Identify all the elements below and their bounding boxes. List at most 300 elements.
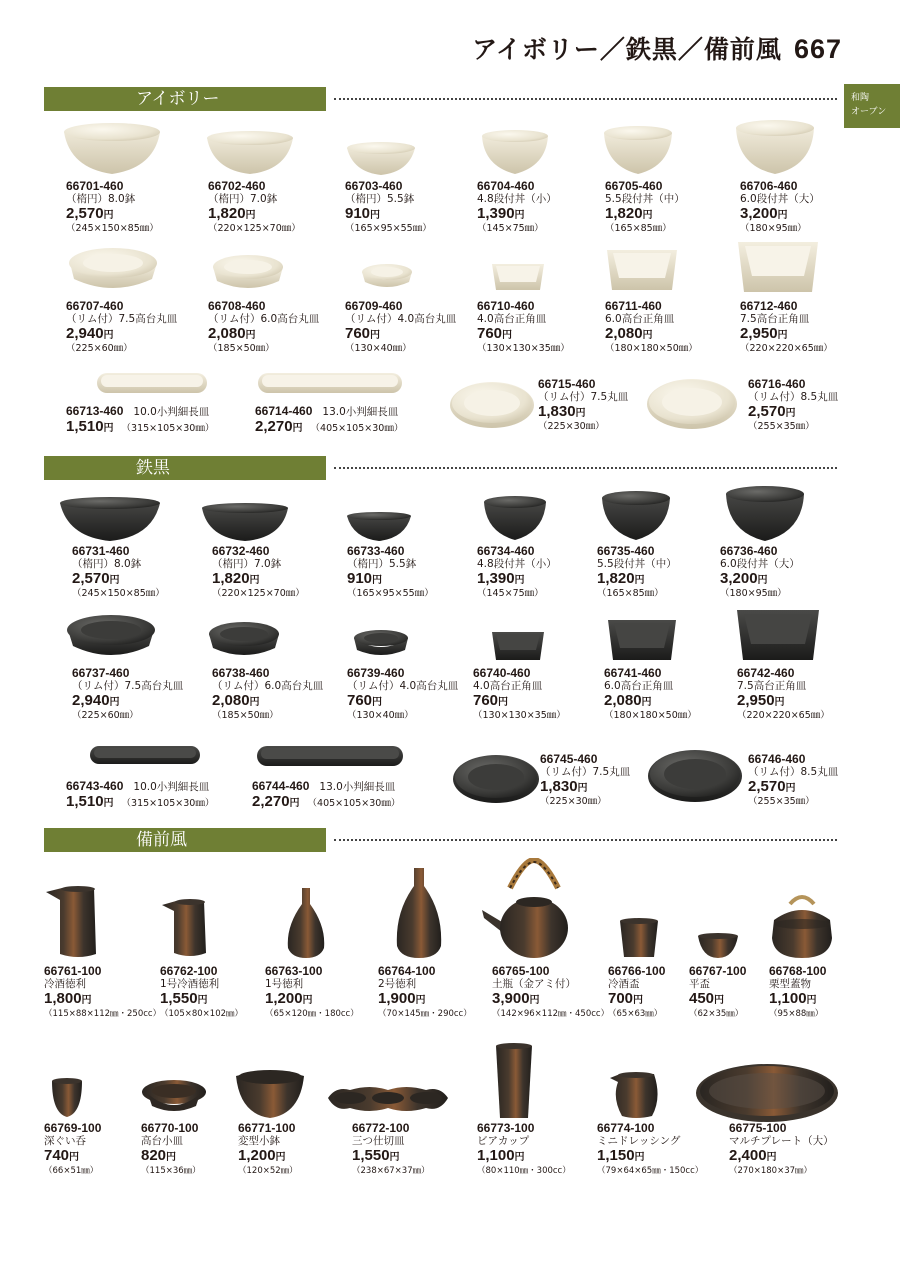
black-rim-footed-plate-60-image xyxy=(206,620,282,662)
yen-mark: 円 xyxy=(633,995,644,1006)
product-code: 66766-100 xyxy=(608,964,666,978)
product-dimensions: （245×150×85㎜） xyxy=(72,588,165,599)
product-dimensions: （220×125×70㎜） xyxy=(212,588,305,599)
ivory-rim-footed-plate-75-image xyxy=(66,245,161,297)
black-donburi-medium-image xyxy=(600,489,672,543)
product-code: 66735-460 xyxy=(597,544,655,558)
black-long-plate-13-image xyxy=(255,744,405,768)
product-item[interactable] xyxy=(748,753,888,808)
product-code: 66713-460 xyxy=(66,404,124,418)
ivory-donburi-large-image xyxy=(734,118,816,178)
product-name: 1号徳利 xyxy=(265,978,304,990)
yen-mark: 円 xyxy=(249,575,260,586)
black-oval-bowl-55-image xyxy=(345,510,413,542)
bizen-tokkuri-1-image xyxy=(284,886,328,960)
product-code: 66771-100 xyxy=(238,1121,296,1135)
product-dimensions: （130×130×35㎜） xyxy=(473,710,566,721)
product-dimensions: （80×110㎜・300cc） xyxy=(477,1166,571,1176)
product-code: 66734-460 xyxy=(477,544,535,558)
product-code: 66769-100 xyxy=(44,1121,102,1135)
product-code: 66761-100 xyxy=(44,964,102,978)
product-price: 2,940 xyxy=(72,692,110,709)
product-item[interactable] xyxy=(729,1122,864,1177)
product-dimensions: （220×220×65㎜） xyxy=(737,710,830,721)
product-name: 13.0小判細長皿 xyxy=(322,406,399,418)
product-price: 910 xyxy=(345,205,371,222)
product-code: 66702-460 xyxy=(208,179,266,193)
product-code: 66743-460 xyxy=(66,779,124,793)
ivory-oval-bowl-8-image xyxy=(62,118,162,178)
product-dimensions: （225×30㎜） xyxy=(540,796,607,807)
product-item[interactable] xyxy=(345,300,480,355)
product-price: 1,100 xyxy=(769,990,807,1007)
product-name: 6.0段付丼（大） xyxy=(740,193,820,205)
product-code: 66737-460 xyxy=(72,666,130,680)
section-divider xyxy=(334,98,837,100)
product-code: 66773-100 xyxy=(477,1121,535,1135)
product-item[interactable] xyxy=(605,180,740,235)
product-item[interactable] xyxy=(769,965,849,1020)
product-item[interactable] xyxy=(477,545,612,600)
yen-mark: 円 xyxy=(245,330,256,341)
product-dimensions: （65×120㎜・180cc） xyxy=(265,1009,359,1019)
product-dimensions: （180×180×50㎜） xyxy=(604,710,697,721)
yen-mark: 円 xyxy=(370,330,381,341)
product-code: 66716-460 xyxy=(748,377,806,391)
product-item[interactable] xyxy=(66,180,201,235)
product-name: 5.5段付丼（中） xyxy=(597,558,677,570)
black-square-plate-75-image xyxy=(735,608,821,664)
product-code: 66741-460 xyxy=(604,666,662,680)
bizen-dobin-teapot-image xyxy=(480,858,576,962)
bizen-flat-sake-cup-image xyxy=(696,932,740,960)
product-dimensions: （165×85㎜） xyxy=(605,223,672,234)
product-item[interactable] xyxy=(72,545,207,600)
product-name: （楕円）7.0鉢 xyxy=(212,558,282,570)
product-price: 1,200 xyxy=(265,990,303,1007)
product-code: 66709-460 xyxy=(345,299,403,313)
product-code: 66764-100 xyxy=(378,964,436,978)
bizen-shaped-small-bowl-image xyxy=(234,1068,306,1120)
yen-mark: 円 xyxy=(575,408,586,419)
product-code: 66715-460 xyxy=(538,377,596,391)
product-item[interactable] xyxy=(689,965,769,1020)
yen-mark: 円 xyxy=(415,995,426,1006)
product-name: （リム付）6.0高台丸皿 xyxy=(212,680,324,692)
yen-mark: 円 xyxy=(806,995,817,1006)
product-item[interactable] xyxy=(66,300,201,355)
product-code: 66775-100 xyxy=(729,1121,787,1135)
product-name: 1号冷酒徳利 xyxy=(160,978,220,990)
product-code: 66705-460 xyxy=(605,179,663,193)
product-item[interactable] xyxy=(212,667,347,722)
product-price: 1,830 xyxy=(540,778,578,795)
product-dimensions: （130×130×35㎜） xyxy=(477,343,570,354)
product-dimensions: （315×105×30㎜） xyxy=(121,423,215,434)
product-code: 66767-100 xyxy=(689,964,747,978)
yen-mark: 円 xyxy=(166,1152,177,1163)
product-name: （リム付）7.5丸皿 xyxy=(540,766,631,778)
product-dimensions: （95×88㎜） xyxy=(769,1009,824,1019)
product-name: 平盃 xyxy=(689,978,710,990)
product-dimensions: （185×50㎜） xyxy=(212,710,279,721)
product-dimensions: （66×51㎜） xyxy=(44,1166,99,1176)
product-name: 変型小鉢 xyxy=(238,1135,280,1147)
yen-mark: 円 xyxy=(514,210,525,221)
product-name: （楕円）5.5鉢 xyxy=(345,193,415,205)
product-name: （リム付）8.5丸皿 xyxy=(748,391,839,403)
product-name: 6.0高台正角皿 xyxy=(605,313,675,325)
yen-mark: 円 xyxy=(372,697,383,708)
product-price: 2,570 xyxy=(748,403,786,420)
page-number: 667 xyxy=(793,34,842,64)
product-dimensions: （62×35㎜） xyxy=(689,1009,744,1019)
product-code: 66704-460 xyxy=(477,179,535,193)
product-price: 1,830 xyxy=(538,403,576,420)
ivory-square-plate-60-image xyxy=(605,248,679,294)
product-price: 760 xyxy=(473,692,499,709)
product-item[interactable] xyxy=(492,965,627,1020)
bizen-footed-small-plate-image xyxy=(140,1076,208,1116)
product-price: 1,820 xyxy=(597,570,635,587)
product-dimensions: （255×35㎜） xyxy=(748,421,815,432)
side-tab-line2: オーブン xyxy=(851,107,887,117)
product-price: 2,080 xyxy=(604,692,642,709)
product-code: 66736-460 xyxy=(720,544,778,558)
product-name: 10.0小判細長皿 xyxy=(133,406,210,418)
product-item[interactable] xyxy=(473,667,608,722)
yen-mark: 円 xyxy=(498,697,509,708)
product-item[interactable] xyxy=(352,1122,487,1177)
product-price: 2,950 xyxy=(740,325,778,342)
product-code: 66742-460 xyxy=(737,666,795,680)
ivory-donburi-small-image xyxy=(480,128,550,178)
side-tab-line1: 和陶 xyxy=(851,93,870,103)
ivory-rim-footed-plate-40-image xyxy=(360,262,414,292)
product-price: 2,940 xyxy=(66,325,104,342)
product-item[interactable] xyxy=(347,545,482,600)
product-item[interactable] xyxy=(44,965,179,1020)
product-item[interactable] xyxy=(255,403,403,436)
product-code: 66703-460 xyxy=(345,179,403,193)
product-item[interactable] xyxy=(72,667,207,722)
yen-mark: 円 xyxy=(389,1152,400,1163)
product-dimensions: （115×36㎜） xyxy=(141,1166,201,1176)
product-item[interactable] xyxy=(540,753,680,808)
product-name: 冷酒徳利 xyxy=(44,978,86,990)
yen-mark: 円 xyxy=(642,330,653,341)
yen-mark: 円 xyxy=(292,423,303,434)
yen-mark: 円 xyxy=(577,783,588,794)
product-price: 1,100 xyxy=(477,1147,515,1164)
product-item[interactable] xyxy=(597,545,732,600)
product-price: 3,200 xyxy=(740,205,778,222)
product-dimensions: （180×95㎜） xyxy=(720,588,787,599)
product-code: 66745-460 xyxy=(540,752,598,766)
product-code: 66744-460 xyxy=(252,779,310,793)
product-price: 2,950 xyxy=(737,692,775,709)
product-item[interactable] xyxy=(208,300,343,355)
bizen-cold-sake-pitcher-image xyxy=(44,884,108,960)
product-code: 66746-460 xyxy=(748,752,806,766)
product-name: （楕円）7.0鉢 xyxy=(208,193,278,205)
product-price: 1,820 xyxy=(208,205,246,222)
product-name: （楕円）8.0鉢 xyxy=(66,193,136,205)
product-price: 1,390 xyxy=(477,570,515,587)
black-rim-footed-plate-40-image xyxy=(352,628,410,660)
bizen-three-section-plate-image xyxy=(326,1082,450,1116)
product-code: 66765-100 xyxy=(492,964,550,978)
product-price: 2,570 xyxy=(66,205,104,222)
product-code: 66763-100 xyxy=(265,964,323,978)
product-dimensions: （220×125×70㎜） xyxy=(208,223,301,234)
ivory-long-plate-10-image xyxy=(95,371,209,395)
product-name: （リム付）7.5高台丸皿 xyxy=(72,680,184,692)
yen-mark: 円 xyxy=(69,1152,80,1163)
product-name: 深ぐい呑 xyxy=(44,1135,86,1147)
product-item[interactable] xyxy=(720,545,855,600)
product-dimensions: （225×30㎜） xyxy=(538,421,605,432)
product-dimensions: （79×64×65㎜・150cc） xyxy=(597,1166,704,1176)
product-dimensions: （245×150×85㎜） xyxy=(66,223,159,234)
ivory-oval-bowl-7-image xyxy=(205,128,295,178)
product-item[interactable] xyxy=(597,1122,732,1177)
product-dimensions: （142×96×112㎜・450cc） xyxy=(492,1009,610,1019)
product-price: 1,550 xyxy=(160,990,198,1007)
product-code: 66711-460 xyxy=(605,299,662,313)
yen-mark: 円 xyxy=(634,575,645,586)
yen-mark: 円 xyxy=(109,697,120,708)
product-name: 三つ仕切皿 xyxy=(352,1135,405,1147)
ivory-oval-bowl-55-image xyxy=(345,140,417,178)
product-dimensions: （180×180×50㎜） xyxy=(605,343,698,354)
yen-mark: 円 xyxy=(777,330,788,341)
black-square-plate-60-image xyxy=(606,618,678,664)
black-donburi-small-image xyxy=(482,494,548,542)
ivory-donburi-medium-image xyxy=(602,124,674,178)
product-item[interactable] xyxy=(345,180,480,235)
product-price: 820 xyxy=(141,1147,167,1164)
product-name: 栗型蓋物 xyxy=(769,978,811,990)
product-name: （リム付）7.5丸皿 xyxy=(538,391,629,403)
product-item[interactable] xyxy=(737,667,872,722)
bizen-tokkuri-2-image xyxy=(393,866,445,960)
bizen-multi-plate-large-image xyxy=(694,1062,840,1124)
product-item[interactable] xyxy=(605,300,740,355)
product-code: 66774-100 xyxy=(597,1121,655,1135)
yen-mark: 円 xyxy=(197,995,208,1006)
product-item[interactable] xyxy=(66,403,214,436)
bizen-cold-sake-cup-image xyxy=(618,917,660,959)
product-name: 5.5段付丼（中） xyxy=(605,193,685,205)
product-dimensions: （220×220×65㎜） xyxy=(740,343,833,354)
product-code: 66712-460 xyxy=(740,299,798,313)
section-header-bizen: 備前風 xyxy=(44,828,326,852)
product-name: ビアカップ xyxy=(477,1135,530,1147)
product-price: 2,570 xyxy=(72,570,110,587)
product-dimensions: （145×75㎜） xyxy=(477,223,544,234)
product-price: 1,510 xyxy=(66,793,104,810)
yen-mark: 円 xyxy=(370,210,381,221)
product-code: 66740-460 xyxy=(473,666,531,680)
product-name: （リム付）6.0高台丸皿 xyxy=(208,313,320,325)
product-price: 760 xyxy=(477,325,503,342)
section-header-tetsuguro: 鉄黒 xyxy=(44,456,326,480)
product-name: 冷酒盃 xyxy=(608,978,640,990)
product-name: （リム付）8.5丸皿 xyxy=(748,766,839,778)
product-price: 1,390 xyxy=(477,205,515,222)
ivory-square-plate-40-image xyxy=(490,262,546,294)
product-price: 3,200 xyxy=(720,570,758,587)
product-item[interactable] xyxy=(604,667,739,722)
yen-mark: 円 xyxy=(81,995,92,1006)
product-name: ミニドレッシング xyxy=(597,1135,681,1147)
black-square-plate-40-image xyxy=(490,630,546,664)
yen-mark: 円 xyxy=(249,697,260,708)
yen-mark: 円 xyxy=(766,1152,777,1163)
bizen-mini-dressing-pitcher-image xyxy=(608,1068,664,1120)
product-name: 高台小皿 xyxy=(141,1135,183,1147)
product-code: 66762-100 xyxy=(160,964,218,978)
product-dimensions: （130×40㎜） xyxy=(345,343,412,354)
product-name: 7.5高台正角皿 xyxy=(740,313,810,325)
yen-mark: 円 xyxy=(103,798,114,809)
product-price: 3,900 xyxy=(492,990,530,1007)
yen-mark: 円 xyxy=(302,995,313,1006)
product-dimensions: （165×85㎜） xyxy=(597,588,664,599)
yen-mark: 円 xyxy=(289,798,300,809)
bizen-beer-cup-image xyxy=(494,1042,534,1122)
product-dimensions: （115×88×112㎜・250cc） xyxy=(44,1009,162,1019)
yen-mark: 円 xyxy=(245,210,256,221)
product-code: 66732-460 xyxy=(212,544,270,558)
yen-mark: 円 xyxy=(109,575,120,586)
product-code: 66701-460 xyxy=(66,179,124,193)
yen-mark: 円 xyxy=(641,697,652,708)
product-code: 66708-460 xyxy=(208,299,266,313)
black-oval-bowl-7-image xyxy=(200,502,290,542)
product-name: （リム付）4.0高台丸皿 xyxy=(347,680,459,692)
yen-mark: 円 xyxy=(275,1152,286,1163)
product-dimensions: （105×80×102㎜） xyxy=(160,1009,244,1019)
product-name: 4.8段付丼（小） xyxy=(477,558,557,570)
product-dimensions: （225×60㎜） xyxy=(66,343,133,354)
product-dimensions: （145×75㎜） xyxy=(477,588,544,599)
bizen-chestnut-lidded-bowl-image xyxy=(770,890,834,960)
yen-mark: 円 xyxy=(502,330,513,341)
black-rim-footed-plate-75-image xyxy=(64,612,158,664)
product-name: （楕円）8.0鉢 xyxy=(72,558,142,570)
product-price: 2,080 xyxy=(212,692,250,709)
product-name: 4.0高台正角皿 xyxy=(473,680,543,692)
product-dimensions: （185×50㎜） xyxy=(208,343,275,354)
yen-mark: 円 xyxy=(757,575,768,586)
product-code: 66738-460 xyxy=(212,666,270,680)
product-price: 2,570 xyxy=(748,778,786,795)
section-divider xyxy=(334,467,837,469)
yen-mark: 円 xyxy=(642,210,653,221)
product-code: 66768-100 xyxy=(769,964,827,978)
bizen-deep-guinomi-image xyxy=(50,1077,84,1119)
product-code: 66714-460 xyxy=(255,404,313,418)
product-name: 土瓶（金アミ付） xyxy=(492,978,576,990)
yen-mark: 円 xyxy=(103,210,114,221)
product-price: 740 xyxy=(44,1147,70,1164)
black-rim-plate-75-image xyxy=(451,753,541,805)
product-item[interactable] xyxy=(208,180,343,235)
product-name: （リム付）4.0高台丸皿 xyxy=(345,313,457,325)
black-long-plate-10-image xyxy=(88,744,202,766)
product-item[interactable] xyxy=(477,1122,612,1177)
product-item[interactable] xyxy=(347,667,482,722)
product-price: 2,080 xyxy=(208,325,246,342)
yen-mark: 円 xyxy=(514,1152,525,1163)
product-item[interactable] xyxy=(66,778,214,811)
product-item[interactable] xyxy=(477,180,612,235)
product-price: 1,900 xyxy=(378,990,416,1007)
product-dimensions: （315×105×30㎜） xyxy=(121,798,215,809)
product-dimensions: （405×105×30㎜） xyxy=(307,798,401,809)
product-price: 760 xyxy=(345,325,371,342)
black-oval-bowl-8-image xyxy=(58,495,162,543)
product-price: 2,270 xyxy=(252,793,290,810)
product-code: 66772-100 xyxy=(352,1121,410,1135)
ivory-long-plate-13-image xyxy=(256,371,404,395)
product-dimensions: （180×95㎜） xyxy=(740,223,807,234)
product-code: 66731-460 xyxy=(72,544,130,558)
product-price: 1,200 xyxy=(238,1147,276,1164)
ivory-rim-footed-plate-60-image xyxy=(210,253,286,295)
product-dimensions: （130×40㎜） xyxy=(347,710,414,721)
page-title xyxy=(472,30,842,66)
product-code: 66770-100 xyxy=(141,1121,199,1135)
product-dimensions: （270×180×37㎜） xyxy=(729,1166,813,1176)
product-name: 10.0小判細長皿 xyxy=(133,781,210,793)
product-item[interactable] xyxy=(748,378,888,433)
product-dimensions: （238×67×37㎜） xyxy=(352,1166,430,1176)
product-dimensions: （120×52㎜） xyxy=(238,1166,298,1176)
side-index-tab[interactable] xyxy=(844,84,900,128)
section-header-ivory: アイボリー xyxy=(44,87,326,111)
product-name: マルチプレート（大） xyxy=(729,1135,834,1147)
product-item[interactable] xyxy=(740,180,875,235)
yen-mark: 円 xyxy=(777,210,788,221)
product-name: （リム付）7.5高台丸皿 xyxy=(66,313,178,325)
product-price: 1,800 xyxy=(44,990,82,1007)
ivory-square-plate-75-image xyxy=(736,240,820,296)
product-dimensions: （225×60㎜） xyxy=(72,710,139,721)
product-code: 66706-460 xyxy=(740,179,798,193)
product-price: 1,510 xyxy=(66,418,104,435)
product-name: 4.8段付丼（小） xyxy=(477,193,557,205)
product-item[interactable] xyxy=(538,378,678,433)
product-item[interactable] xyxy=(477,300,612,355)
product-price: 1,820 xyxy=(605,205,643,222)
product-name: （楕円）5.5鉢 xyxy=(347,558,417,570)
product-name: 2号徳利 xyxy=(378,978,417,990)
product-name: 13.0小判細長皿 xyxy=(319,781,396,793)
product-dimensions: （405×105×30㎜） xyxy=(310,423,404,434)
yen-mark: 円 xyxy=(103,423,114,434)
product-item[interactable] xyxy=(740,300,875,355)
product-item[interactable] xyxy=(608,965,688,1020)
yen-mark: 円 xyxy=(103,330,114,341)
product-price: 1,150 xyxy=(597,1147,635,1164)
product-dimensions: （165×95×55㎜） xyxy=(347,588,434,599)
product-item[interactable] xyxy=(252,778,400,811)
yen-mark: 円 xyxy=(634,1152,645,1163)
product-item[interactable] xyxy=(212,545,347,600)
